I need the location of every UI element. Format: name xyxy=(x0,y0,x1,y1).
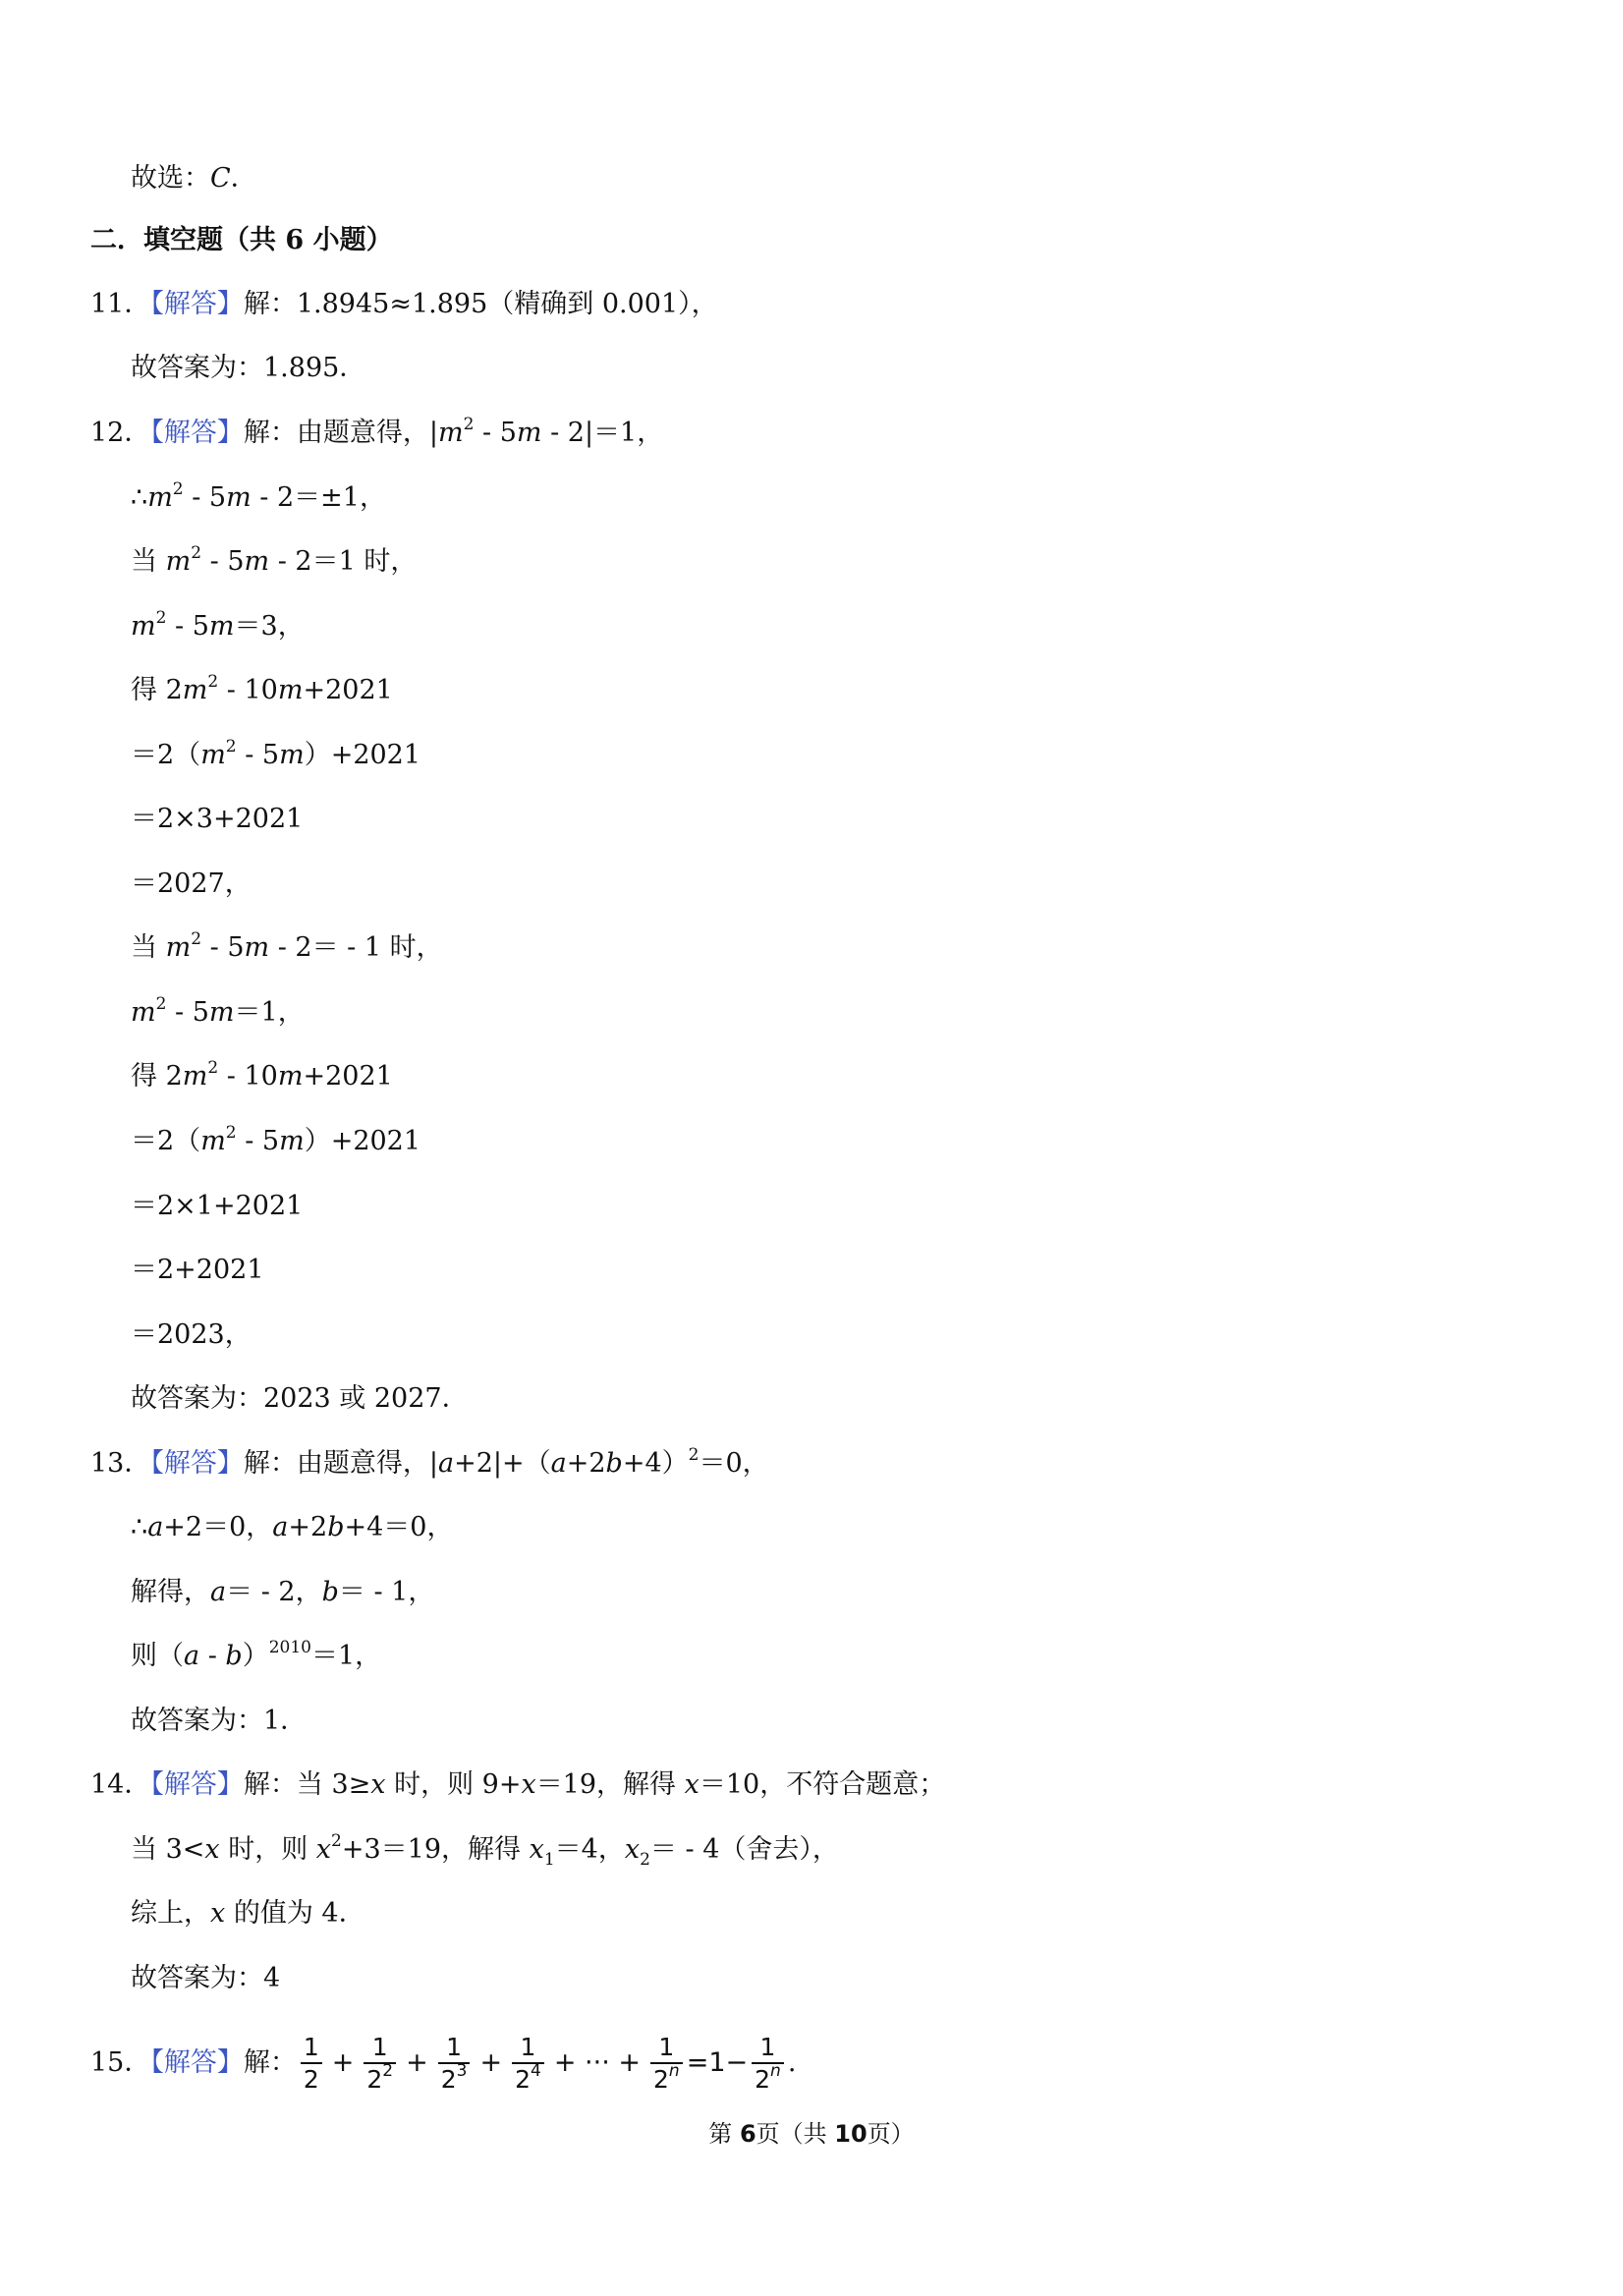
text-line: 故答案为：1． xyxy=(131,1706,308,1736)
text-line: 解得，a＝ - 2，b＝ - 1， xyxy=(131,1577,435,1607)
text-line: ＝2027， xyxy=(131,868,252,899)
solution-tag: 【解答】 xyxy=(150,418,244,448)
text-line: 得 $2m^2 - 10m+2021$ xyxy=(131,1058,393,1092)
question-15: 15．【解答】解： $\frac{1}{2}$ + $\frac{1}{2^2}$ + $\frac{1}{2^3}$ + $\frac{1}{2^4}$ + ··· + $\frac{1}{2^n}$ =1− $\frac{1}{2^n}$ . xyxy=(90,2032,797,2094)
fraction: $\frac{1}{2^4}$ xyxy=(512,2033,544,2096)
text-line: 故答案为：2023 或 2027． xyxy=(131,1383,469,1414)
text-line: 故答案为：4 xyxy=(131,1963,281,1993)
question-13: 13．【解答】解：由题意得，$|a+2|+(a+2b+4)^2=0$， xyxy=(90,1445,769,1479)
text-line: $=2(m^2 - 5m)+2021$ xyxy=(131,737,421,770)
section-heading: 二．填空题（共 6 小题） xyxy=(90,225,393,255)
text-line: 则（a - b）$^{2010}$＝1， xyxy=(131,1638,382,1671)
text-line: $m^2 - 5m=1$， xyxy=(131,994,305,1028)
text-line: ＝2023， xyxy=(131,1319,252,1350)
question-12: 12．【解答】解：由题意得，$|m^2 - 5m - 2|=1$， xyxy=(90,415,664,448)
text-line: 故选：C． xyxy=(131,163,257,194)
text-line: 得 $2m^2 - 10m+2021$ xyxy=(131,672,393,705)
fraction: $\frac{1}{2^n}$ xyxy=(752,2033,784,2096)
text-line: ＝2×3+2021 xyxy=(131,804,304,834)
question-14: 14．【解答】解：当 3≥x 时，则 9+x＝19，解得 x＝10，不符合题意； xyxy=(90,1769,946,1800)
fraction: $\frac{1}{2^2}$ xyxy=(364,2033,396,2096)
page-footer: 第 6页（共 10页） xyxy=(708,2120,915,2148)
text-line: $m^2 - 5m=3$， xyxy=(131,608,305,642)
solution-tag: 【解答】 xyxy=(150,1448,244,1479)
question-11: 11．【解答】解：1.8945≈1.895（精确到 0.001）， xyxy=(90,289,718,319)
fraction: $\frac{1}{2^3}$ xyxy=(438,2033,471,2096)
fraction: $\frac{1}{2}$ xyxy=(301,2033,322,2096)
text-line: ＝2×1+2021 xyxy=(131,1191,304,1221)
fraction: $\frac{1}{2^n}$ xyxy=(650,2033,683,2096)
solution-tag: 【解答】 xyxy=(150,2047,244,2078)
text-line: 当 $m^2 - 5m - 2=1$ 时， xyxy=(131,543,418,577)
text-line: ∴a+2＝0，a+2b+4＝0， xyxy=(131,1512,454,1542)
solution-tag: 【解答】 xyxy=(150,1769,244,1800)
text-line: 故答案为：1.895． xyxy=(131,353,366,383)
text-line: $\therefore m^2 - 5m - 2=\pm 1$， xyxy=(131,479,386,513)
solution-tag: 【解答】 xyxy=(150,289,244,319)
text-line: ＝2+2021 xyxy=(131,1255,264,1285)
text-line: 综上，x 的值为 4． xyxy=(131,1898,365,1929)
text-line: 当 3<x 时，则 $x^2+3=19$，解得 $x_1=4$，$x_2= - 4$（舍去）， xyxy=(131,1831,839,1870)
text-line: 当 $m^2 - 5m - 2= - 1$ 时， xyxy=(131,929,443,963)
text-line: $=2(m^2 - 5m)+2021$ xyxy=(131,1123,421,1156)
